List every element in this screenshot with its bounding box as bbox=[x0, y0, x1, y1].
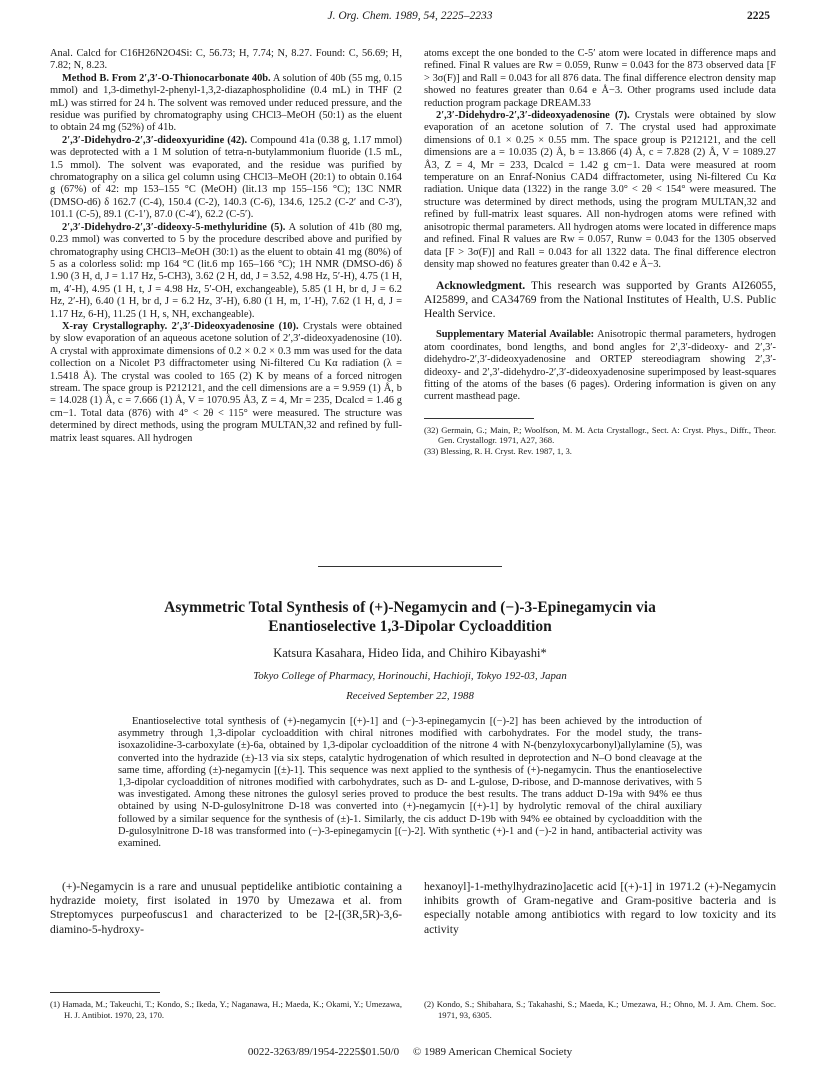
article-title bbox=[60, 598, 760, 636]
supplementary-paragraph bbox=[424, 329, 776, 403]
compound7-heading: 2′,3′-Didehydro-2′,3′-dideoxyadenosine (7). bbox=[436, 110, 630, 122]
page-footer bbox=[50, 1046, 770, 1058]
reference-33: (33) Blessing, R. H. Cryst. Rev. 1987, 1, 3. bbox=[424, 445, 572, 456]
intro-right-text: hexanoyl]-1-methylhydrazino]acetic acid [(+)-1] in 1971.2 (+)-Negamycin inhibits growth of Gram-negative and Gram-positive bacteria and is especially notable among antibiotics with regard to low toxicity and its activity bbox=[424, 880, 776, 936]
intro-left-text: (+)-Negamycin is a rare and unusual peptidelike antibiotic containing a hydrazide moiety, first isolated in 1970 by Umezawa et al. from Streptomyces purpeofuscus1 and characterized to be [2-[(3R,5R)-3,6-diamino-5-hydroxy- bbox=[50, 880, 402, 936]
intro-right-references bbox=[424, 999, 776, 1020]
page-number: 2225 bbox=[747, 10, 770, 22]
acknowledgment-paragraph bbox=[424, 279, 776, 321]
compound5-paragraph bbox=[50, 222, 402, 321]
left-column bbox=[50, 48, 402, 445]
article-separator bbox=[318, 566, 502, 567]
affiliation: Tokyo College of Pharmacy, Horinouchi, Hachioji, Tokyo 192-03, Japan bbox=[253, 670, 567, 682]
authors: Katsura Kasahara, Hideo Iida, and Chihiro Kibayashi* bbox=[273, 646, 547, 660]
reference-1: (1) Hamada, M.; Takeuchi, T.; Kondo, S.; Ikeda, Y.; Naganawa, H.; Maeda, K.; Okami, Y.; Umezawa, H. J. Antibiot. 1970, 23, 170. bbox=[50, 999, 402, 1020]
reference-2: (2) Kondo, S.; Shibahara, S.; Takahashi, S.; Maeda, K.; Umezawa, H.; Ohno, M. J. Am. Chem. Soc. 1971, 93, 6305. bbox=[424, 999, 776, 1020]
intro-right-column bbox=[424, 880, 776, 937]
anal-paragraph: Anal. Calcd for C16H26N2O4Si: C, 56.73; H, 7.74; N, 8.27. Found: C, 56.69; H, 7.82; N, 8.23. bbox=[50, 48, 402, 72]
continued-paragraph: atoms except the one bonded to the C-5′ atom were located in difference maps and refined. Final R values are Rw = 0.059, Runw = 0.043 for the 873 observed data [F > 3σ(F)] and Rall = 0.043 for all 876 data. The final difference electron density map showed no features greater than 0.64 e Å−3. Other programs used include data reduction program package DREAM.33 bbox=[424, 48, 776, 109]
received-date: Received September 22, 1988 bbox=[346, 690, 474, 702]
journal-citation: J. Org. Chem. 1989, 54, 2225–2233 bbox=[327, 10, 493, 22]
abstract bbox=[118, 716, 702, 850]
compound42-heading: 2′,3′-Didehydro-2′,3′-dideoxyuridine (42). bbox=[62, 134, 248, 146]
intro-left-references bbox=[50, 992, 402, 1020]
xray-paragraph bbox=[50, 321, 402, 445]
xray-heading: X-ray Crystallography. bbox=[62, 320, 168, 332]
abstract-text: Enantioselective total synthesis of (+)-negamycin [(+)-1] and (−)-3-epinegamycin [(−)-2] has been achieved by the introduction of asymmetry through 1,3-dipolar cycloaddition with chiral nitrones modified with carbohydrates. For the model study, the trans-isoxazolidine-3-carboxylate (±)-6a, obtained by 1,3-dipolar cycloaddition of the nitrone 4 with N-(benzyloxycarbonyl)allylamine (5), was converted into the hydrazide (±)-13 via six steps, catalytic hydrogenation of which resulted in deprotection and N–O bond cleavage at the same time, affording (±)-negamycin [(±)-1]. This sequence was next applied to the synthesis of (+)-negamycin. Thus the enantioselective 1,3-dipolar cycloaddition of nitrones modified with carbohydrates, such as D- and L-gulose, D-ribose, and D-mannose derivatives, with 5 was investigated. Among these nitrones the gulosyl series proved to produce the best results. The trans adduct D-19a with 94% ee thus obtained by using N-D-gulosylnitrone D-18 was converted into (+)-negamycin [(+)-1] by hydrolytic removal of the chiral auxiliary followed by a similar sequence for the synthesis of (±)-1. Similarly, the cis adduct D-19b with 94% ee obtained by cycloaddition with the D-gulosylnitrone D-18 was transformed into (−)-3-epinegamycin [(−)-2]. With synthetic (+)-1 and (−)-2 in hand, antibacterial activity was examined. bbox=[118, 716, 702, 850]
compound42-text: Compound 41a (0.38 g, 1.17 mmol) was deprotected with a 1 M solution of tetra-n-butylammonium fluoride (1.5 mL, 1.5 mmol). The solvent was evaporated, and the residue was purified by chromatography on a silica gel column using CHCl3–MeOH (20:1) to obtain 0.164 g (67%) of 42: mp 153–155 °C (MeOH) (lit.13 mp 155–156 °C); 13C NMR (DMSO-d6) δ 162.7 (C-4), 150.4 (C-2), 140.3 (C-6), 134.6, 125.2 (C-2′ and C-3′), 101.1 (C-5), 89.1 (C-1′), 87.0 (C-4′), 62.2 (C-5′). bbox=[50, 134, 402, 221]
running-header bbox=[50, 10, 770, 26]
compound7-paragraph bbox=[424, 110, 776, 271]
compound42-paragraph bbox=[50, 135, 402, 222]
acknowledgment-heading: Acknowledgment. bbox=[436, 279, 526, 293]
xray-subheading: 2′,3′-Dideoxyadenosine (10). bbox=[171, 320, 299, 332]
xray-text: Crystals were obtained by slow evaporation of an aqueous acetone solution of 2′,3′-dideoxyadenosine (10). A crystal with approximate dimensions of 0.2 × 0.2 × 0.3 mm was used for the data collection on a Nicolet P3 diffractometer using Ni-filtered Cu Kα radiation (λ = 1.5418 Å). The crystal was cooled to 165 (2) K by means of a forced nitrogen stream. The space group is P212121, and the cell dimensions are a = 9.959 (1) Å, b = 14.028 (1) Å, c = 7.666 (1) Å, V = 1070.95 Å3, Z = 4, Mr = 235, Dcalcd = 1.46 g cm−1. Total data (876) with 4° < 2θ < 115° were measured. The structure was determined by direct methods, using the program MULTAN,32 and refined by full-matrix least squares. All hydrogen bbox=[50, 320, 402, 444]
acknowledgment-text: This research was supported by Grants AI26055, AI25899, and CA34769 from the National Institutes of Health, U.S. Public Health Service. bbox=[424, 279, 776, 321]
copyright: © 1989 American Chemical Society bbox=[412, 1046, 573, 1058]
compound5-text: A solution of 41b (80 mg, 0.23 mmol) was converted to 5 by the procedure described above and purified by chromatography using CHCl3–MeOH (30:1) as the eluent to obtain 41 mg (80%) of 5 as a colorless solid: mp 164 °C (lit.6 mp 165–166 °C); 1H NMR (DMSO-d6) δ 1.90 (3 H, d, J = 1.17 Hz, 5-CH3), 3.62 (2 H, dd, J = 3.52, 4.98 Hz, 5′-H), 4.75 (1 H, m, 4′-H), 4.95 (1 H, t, J = 4.98 Hz, 5′-OH, exchangeable), 5.85 (1 H, br d, J = 6.2 Hz, 2′-H), 6.40 (1 H, br d, J = 6.2 Hz, 3′-H), 6.80 (1 H, m, 1′-H), 7.62 (1 H, d, J = 1.17 Hz, 6-H), 11.25 (1 H, s, NH, exchangeable). bbox=[50, 221, 402, 320]
compound7-text: Crystals were obtained by slow evaporation of an acetone solution of 7. The crystal used had approximate dimensions of 0.1 × 0.25 × 0.55 mm. The space group is P212121, and the cell dimensions are a = 10.035 (2) Å, b = 13.866 (4) Å, c = 7.828 (2) Å, V = 1089.27 Å3, Z = 4, Mr = 233, Dcalcd = 1.42 g cm−1. Data were measured at room temperature on an Enraf-Nonius CAD4 diffractometer, using Ni-filtered Cu Kα radiation. Unique data (1322) in the range 3.0° < 2θ < 154° were measured. The structure was determined by direct methods, using the program MULTAN,32 and refined by full-matrix least squares. All non-hydrogen atoms were refined with anisotropic thermal parameters. All hydrogen atoms were located in difference maps and refined. Final R values are Rw = 0.057, Runw = 0.043 for the 1305 observed data [F > 3σ(F)] and Rall = 0.043 for all 1322 data. The final difference electron density map showed no features greater than 0.42 e Å−3. bbox=[424, 110, 776, 270]
right-column bbox=[424, 48, 776, 457]
footnote-rule bbox=[50, 992, 160, 993]
title-line-2: Enantioselective 1,3-Dipolar Cycloaddition bbox=[268, 618, 552, 635]
supplementary-heading: Supplementary Material Available: bbox=[436, 329, 595, 341]
article-code: 0022-3263/89/1954-2225$01.50/0 bbox=[247, 1046, 400, 1058]
method-b-heading: Method B. From 2′,3′-O-Thionocarbonate 40b. bbox=[62, 72, 271, 84]
intro-left-column bbox=[50, 880, 402, 937]
method-b-text: A solution of 40b (55 mg, 0.15 mmol) and 1,3-dimethyl-2-phenyl-1,3,2-diazaphospholidine (0.4 mL) in THF (2 mL) was stirred for 24 h. The solvent was removed under reduced pressure, and the residue was purified by chromatography using CHCl3–MeOH (50:1) as the eluent to obtain 24 mg (52%) of 41b. bbox=[50, 72, 403, 134]
reference-32: (32) Germain, G.; Main, P.; Woolfson, M. M. Acta Crystallogr., Sect. A: Cryst. Phys., Diffr., Theor. Gen. Crystallogr. 1971, A27, 368. bbox=[424, 424, 776, 446]
compound5-heading: 2′,3′-Didehydro-2′,3′-dideoxy-5-methyluridine (5). bbox=[62, 221, 286, 233]
supplementary-text: Anisotropic thermal parameters, hydrogen atom coordinates, bond lengths, and bond angles for 2′,3′-dideoxy- and 2′,3′-didehydro-2′,3′-dideoxyadenosine and ORTEP stereodiagram showing 2′,3′-dideoxy- and 2′,3′-didehydro-2′,3′-dideoxyadenosine superimposed by least-squares fitting of the atoms of the bases (6 pages). Ordering information is given on any current masthead page. bbox=[424, 329, 776, 403]
method-b-paragraph bbox=[50, 73, 402, 135]
footnote-rule bbox=[424, 418, 534, 419]
title-line-1: Asymmetric Total Synthesis of (+)-Negamycin and (−)-3-Epinegamycin via bbox=[164, 599, 656, 616]
right-references bbox=[424, 418, 776, 457]
